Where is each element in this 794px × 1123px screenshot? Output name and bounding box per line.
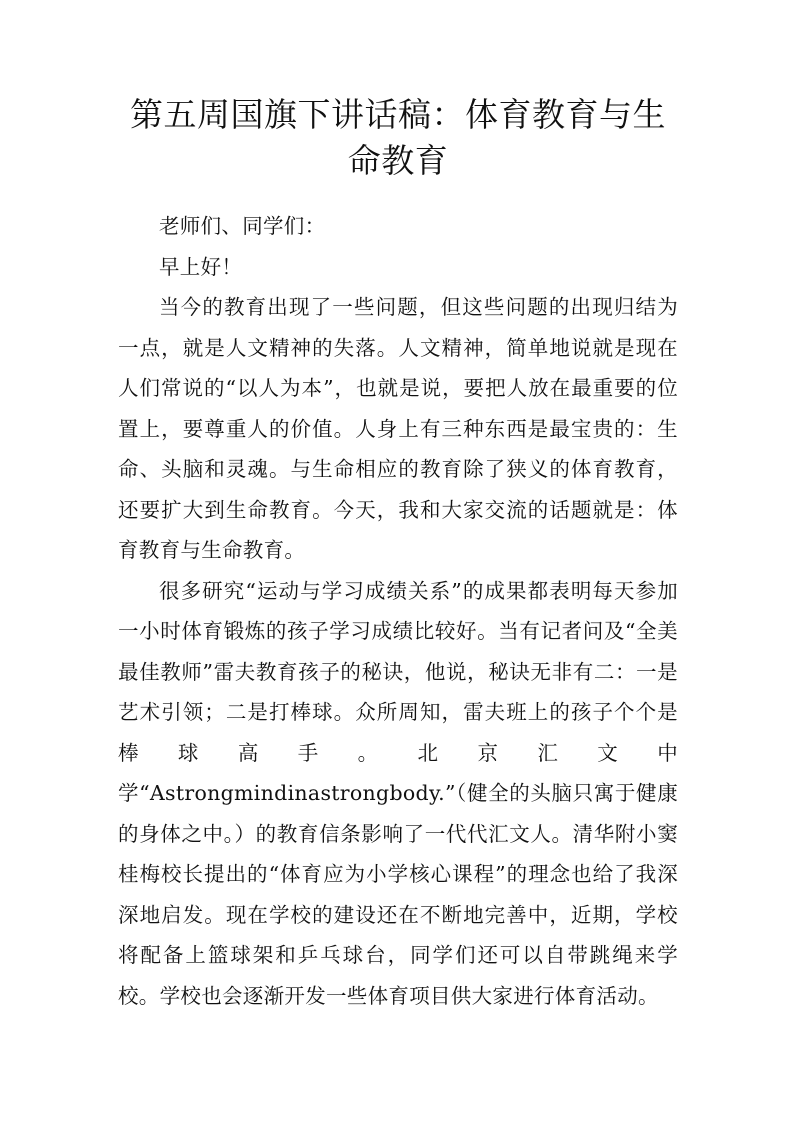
salutation-paragraph: 早上好！ <box>159 254 243 279</box>
greeting-paragraph: 老师们、同学们： <box>159 214 326 238</box>
document-title: 第五周国旗下讲话稿：体育教育与生命教育 <box>130 95 666 180</box>
body-paragraph-2: 很多研究“运动与学习成绩关系”的成果都表明每天参加一小时体育锻炼的孩子学习成绩比较好。当有记者问及“全美最佳教师”雷夫教育孩子的秘诀，他说，秘诀无非有二：一是艺术引领；二是打棒球。众所周知，雷夫班上的孩子个个是棒球高手。北京汇文中学“Astrongmindinastrongbody.”（健全的头脑只寓于健康的身体之中。）的教育信条影响了一代代汇文人。清华附小窦桂梅校长提出的“体育应为小学核心课程”的理念也给了我深深地启发。现在学校的建设还在不断地完善中，近期，学校将配备上篮球架和乒乓球台，同学们还可以自带跳绳来学校。学校也会逐渐开发一些体育项目供大家进行体育活动。 <box>118 578 678 1008</box>
body-paragraph-1: 当今的教育出现了一些问题，但这些问题的出现归结为一点，就是人文精神的失落。人文精神，简单地说就是现在人们常说的“以人为本”，也就是说，要把人放在最重要的位置上，要尊重人的价值。人身上有三种东西是最宝贵的：生命、头脑和灵魂。与生命相应的教育除了狭义的体育教育，还要扩大到生命教育。今天，我和大家交流的话题就是：体育教育与生命教育。 <box>118 295 678 562</box>
document-page <box>118 92 678 1016</box>
